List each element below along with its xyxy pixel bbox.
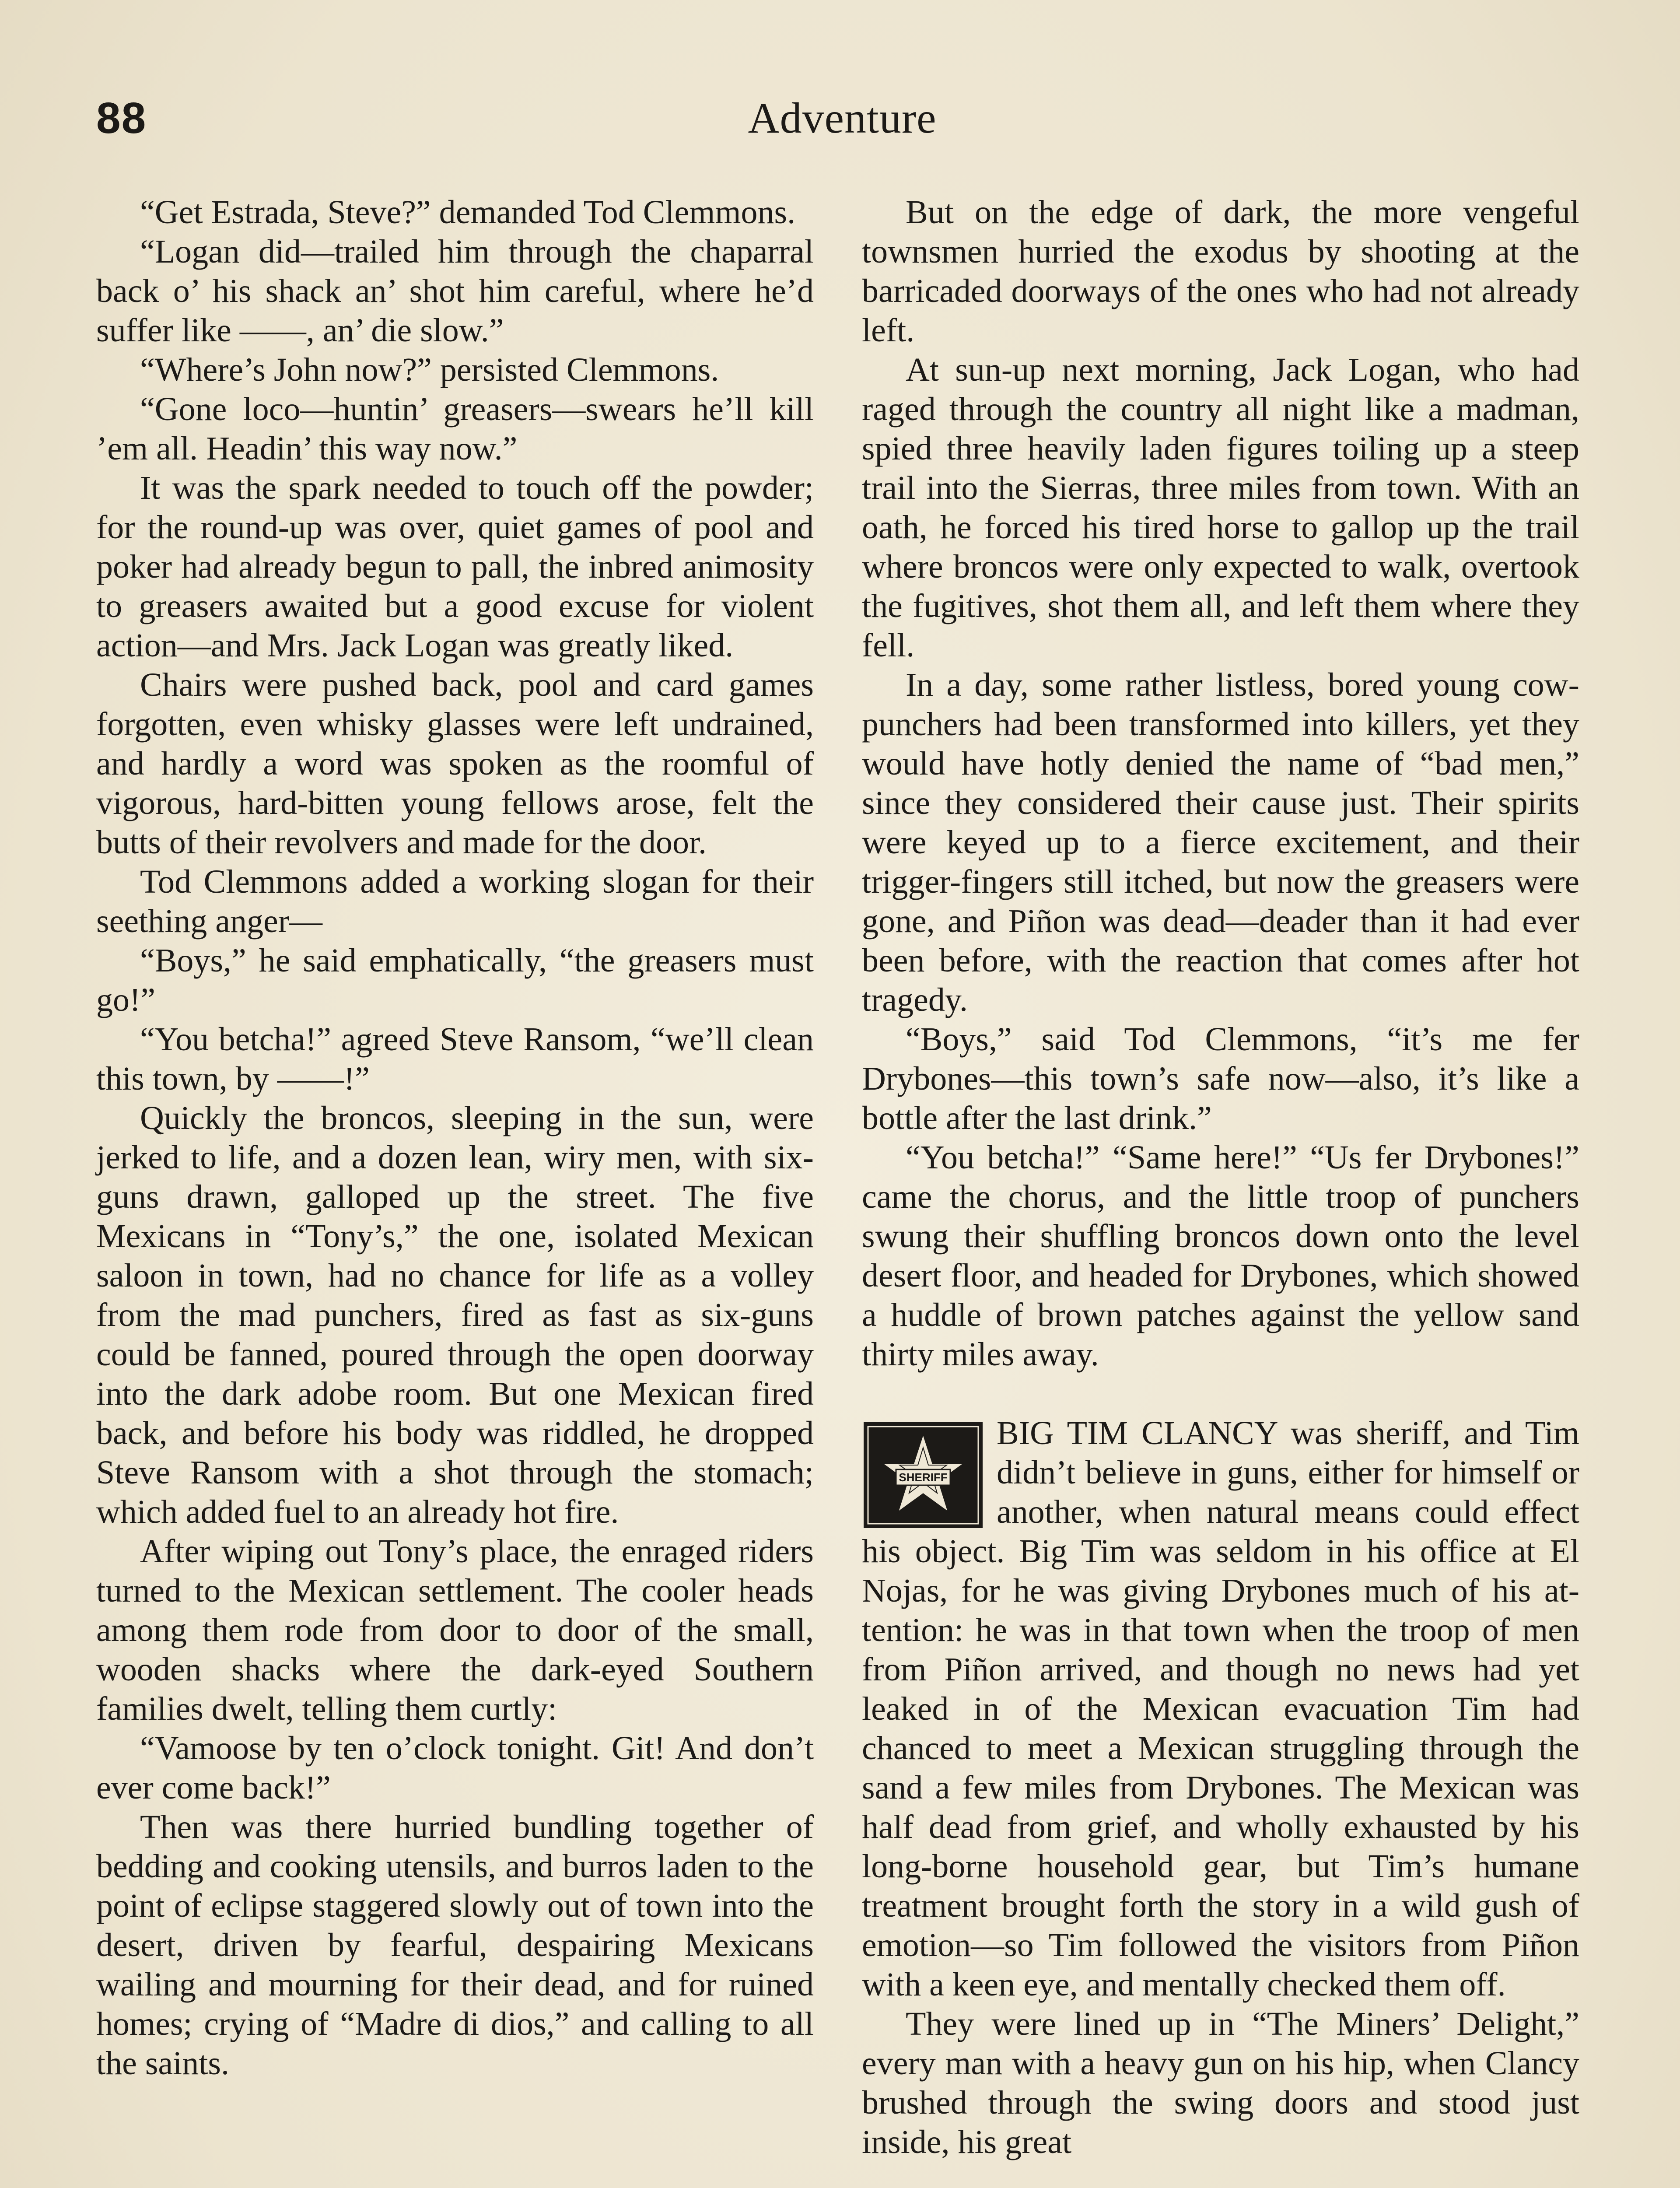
paragraph: “Boys,” he said emphatically, “the greasers must go!” xyxy=(96,942,814,1018)
paragraph: Chairs were pushed back, pool and card games forgotten, even whisky glasses were left undrained, and hardly a word was spoken as the roomful of vigorous, hard-bitten young fellows arose, felt the butts of their revolvers and made for the door. xyxy=(96,666,814,861)
page-header xyxy=(96,88,1588,158)
page-number: 88 xyxy=(96,94,147,143)
paragraph: Quickly the broncos, sleeping in the sun, were jerked to life, and a dozen lean, wiry men, with six-guns drawn, galloped up the street. The five Mexicans in “Tony’s,” the one, isolated Mexican saloon in town, had no chance for life as a volley from the mad punchers, fired as fast as six-guns could be fanned, poured through the open doorway into the dark adobe room. But one Mexican fired back, and before his body was riddled, he dropped Steve Ransom with a shot through the stomach; which added fuel to an already hot fire. xyxy=(96,1100,814,1530)
paragraph: But on the edge of dark, the more vengeful townsmen hurried the exodus by shooting at the barricaded doorways of the ones who had not already left. xyxy=(862,194,1579,349)
paragraph: At sun-up next morning, Jack Logan, who had raged through the country all night like a madman, spied three heavily laden figures toiling up a steep trail into the Sierras, three miles from town. With an oath, he forced his tired horse to gallop up the trail where broncos were only expected to walk, overtook the fugitives, shot them all, and left them where they fell. xyxy=(862,351,1579,664)
sheriff-star-badge-icon xyxy=(862,1420,984,1530)
badge-label: SHERIFF xyxy=(899,1471,948,1484)
right-column xyxy=(862,193,1579,2162)
section-break xyxy=(862,1374,1579,1413)
paragraph: “Vamoose by ten o’clock tonight. Git! And don’t ever come back!” xyxy=(96,1730,814,1806)
paragraph: In a day, some rather listless, bored young cow-punchers had been transformed into killers, yet they would have hotly denied the name of “bad men,” since they considered their cause just. Their spirits were keyed up to a fierce excitement, and their trigger-fingers still itched, but now the greasers were gone, and Piñon was dead—deader than it had ever been before, with the reaction that comes after hot tragedy. xyxy=(862,666,1579,1018)
paragraph: “You betcha!” agreed Steve Ransom, “we’ll clean this town, by ——!” xyxy=(96,1021,814,1097)
paragraph: Then was there hurried bundling together of bedding and cooking utensils, and burros laden to the point of eclipse staggered slowly out of town into the desert, driven by fearful, despairing Mexicans wailing and mourning for their dead, and for ruined homes; crying of “Madre di dios,” and calling to all the saints. xyxy=(96,1809,814,2082)
paragraph: BIG TIM CLANCY was sheriff, and Tim didn’t believe in guns, either for himself or another, when natural means could effect his object. Big Tim was seldom in his office at El Nojas, for he was giving Drybones much of his attention: he was in that town when the troop of men from Piñon arrived, and though no news had yet leaked in of the Mexican evacuation Tim had chanced to meet a Mexican struggling through the sand a few miles from Drybones. The Mexican was half dead from grief, and wholly exhausted by his long-borne household gear, but Tim’s humane treatment brought forth the story in a wild gush of emotion—so Tim followed the visitors from Piñon with a keen eye, and mentally checked them off. xyxy=(862,1415,1579,2003)
paragraph: After wiping out Tony’s place, the enraged riders turned to the Mexican settlement. The cooler heads among them rode from door to door of the small, wooden shacks where the dark-eyed Southern families dwelt, telling them curtly: xyxy=(96,1533,814,1727)
paragraph: “Where’s John now?” persisted Clemmons. xyxy=(140,351,719,388)
paragraph: “Get Estrada, Steve?” demanded Tod Clemmons. xyxy=(140,194,796,231)
paragraph: They were lined up in “The Miners’ Delight,” every man with a heavy gun on his hip, when Clancy brushed through the swing doors and stood just inside, his great xyxy=(862,2006,1579,2160)
paragraph: “Boys,” said Tod Clemmons, “it’s me fer Drybones—this town’s safe now—also, it’s like a bottle after the last drink.” xyxy=(862,1021,1579,1136)
paragraph: “Gone loco—huntin’ greasers—swears he’ll kill ’em all. Headin’ this way now.” xyxy=(96,391,814,467)
paragraph: “You betcha!” “Same here!” “Us fer Drybones!” came the chorus, and the little troop of punchers swung their shuffling broncos down onto the level desert floor, and headed for Drybones, which showed a huddle of brown patches against the yellow sand thirty miles away. xyxy=(862,1139,1579,1373)
paragraph: “Logan did—trailed him through the chaparral back o’ his shack an’ shot him careful, where he’d suffer like ——, an’ die slow.” xyxy=(96,233,814,349)
running-title: Adventure xyxy=(748,94,937,142)
paragraph: Tod Clemmons added a working slogan for their seething anger— xyxy=(96,863,814,940)
left-column xyxy=(96,193,814,2083)
paragraph: It was the spark needed to touch off the powder; for the round-up was over, quiet games of pool and poker had already begun to pall, the inbred animosity to greasers awaited but a good excuse for violent action—and Mrs. Jack Logan was greatly liked. xyxy=(96,470,814,664)
